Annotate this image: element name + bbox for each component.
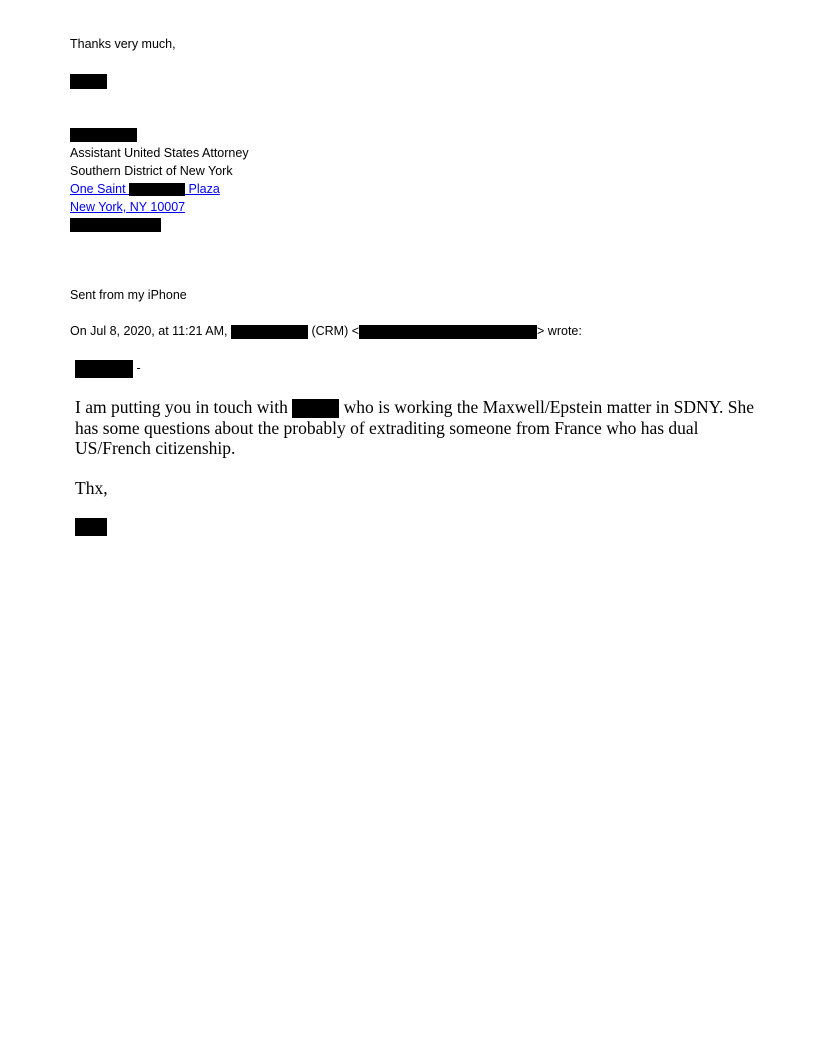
quoted-body — [75, 397, 755, 458]
quote-header-org: (CRM) < — [307, 324, 360, 338]
address-link-city[interactable]: New York, NY 10007 — [70, 200, 186, 214]
signature-office: Southern District of New York — [70, 164, 233, 178]
quoted-signoff: Thx, — [75, 478, 108, 498]
address-link-prefix[interactable]: One Saint — [70, 182, 130, 196]
redacted-sender-fullname — [70, 128, 137, 142]
sent-from-text: Sent from my iPhone — [70, 288, 187, 302]
quote-header-suffix: > wrote: — [537, 324, 582, 338]
closing-text: Thanks very much, — [70, 37, 176, 51]
redacted-original-signature — [75, 518, 107, 536]
redacted-sender-name — [70, 74, 107, 89]
signature-title: Assistant United States Attorney — [70, 146, 249, 160]
quote-header — [70, 322, 582, 340]
quoted-body-part1: I am putting you in touch with — [75, 397, 293, 417]
redacted-address-word — [129, 183, 185, 196]
quote-header-prefix: On Jul 8, 2020, at 11:21 AM, — [70, 324, 231, 338]
redacted-original-email — [359, 325, 537, 339]
signature-address-line1[interactable] — [70, 180, 220, 198]
quoted-body-part2: who is working the Maxwell/Epstein matter in SDNY. She has some questions about the probably of extraditing someone from France who has dual US/French citizenship. — [75, 397, 755, 459]
redacted-original-sender — [231, 325, 308, 339]
redacted-recipient-name — [75, 360, 133, 378]
redacted-phone — [70, 218, 161, 232]
quoted-greeting — [75, 359, 141, 378]
signature-address-line2[interactable] — [70, 198, 185, 216]
address-link-suffix[interactable]: Plaza — [185, 182, 220, 196]
greeting-dash: - — [133, 361, 141, 375]
redacted-colleague-name — [292, 399, 339, 418]
